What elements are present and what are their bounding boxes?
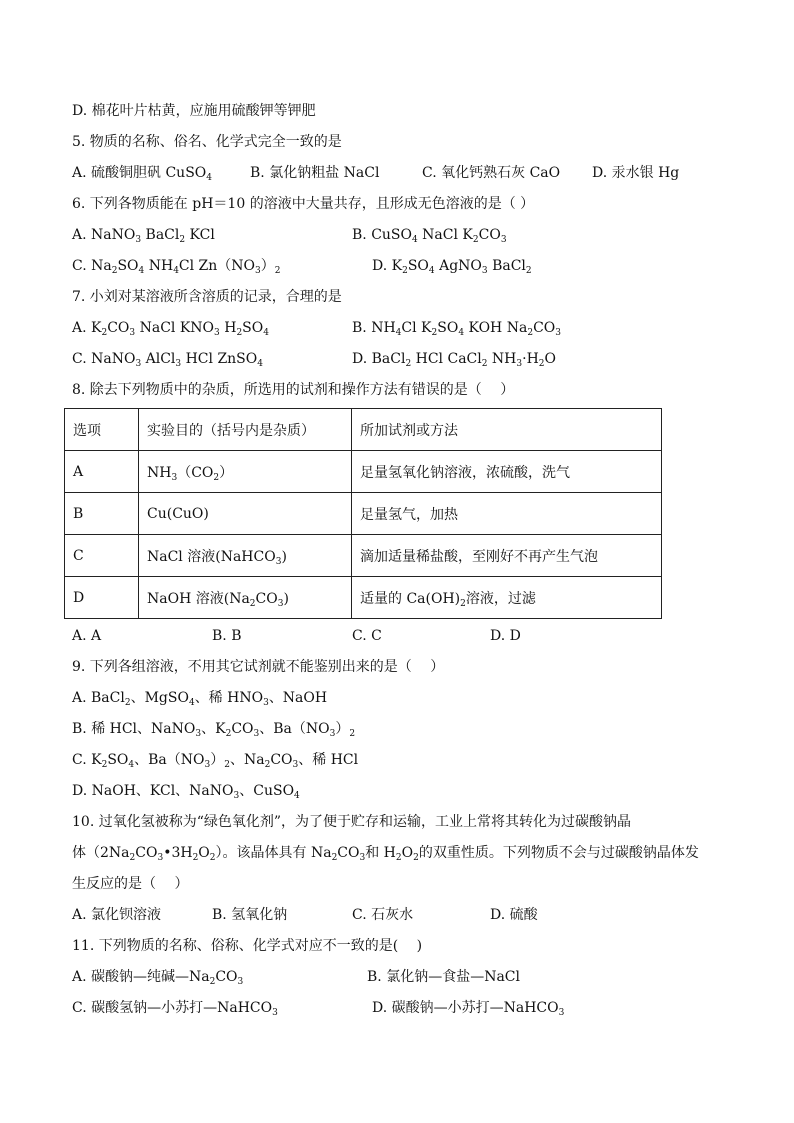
q8-stem: 8. 除去下列物质中的杂质，所选用的试剂和操作方法有错误的是（ ）: [72, 382, 515, 398]
q11-option-a: A. 碳酸钠—纯碱$—Na_2CO_3$: [72, 969, 244, 987]
table-cell: $NH_3(CO_2)$: [139, 451, 352, 493]
q10-stem-line2: 体$(2Na_2CO_3•3H_2O_2)$。该晶体具有 $Na_2CO_3$和 $H_2O_2$的双重性质。下列物质不会与过碳酸钠晶体发: [72, 845, 699, 863]
q9-stem: 9. 下列各组溶液，不用其它试剂就不能鉴别出来的是（ ）: [72, 659, 445, 675]
table-cell: 足量氢气，加热: [352, 493, 662, 535]
q5-option-d: D. 汞水银 Hg: [592, 165, 680, 181]
q8-option-c: C. C: [352, 628, 382, 644]
table-cell: A: [65, 451, 139, 493]
q7-option-b: B. $NH_4Cl$ $K_2SO_4$ KOH $Na_2CO_3$: [352, 320, 561, 338]
q10-option-c: C. 石灰水: [352, 907, 414, 923]
q8-option-b: B. B: [212, 628, 242, 644]
q7-option-a: A. $K_2CO_3$ NaCl $KNO_3$ $H_2SO_4$: [72, 320, 269, 338]
q6-option-c: C. $Na_2SO_4$ $NH_4Cl$ $Zn(NO_3)_2$: [72, 258, 281, 276]
q11-options-row2: [72, 993, 732, 1024]
q6-option-b: B. CuSO$_4$ NaCl $K_2CO_3$: [352, 227, 507, 245]
q6-option-d: D. $K_2SO_4$ AgNO$_3$ BaCl$_2$: [372, 258, 532, 276]
table-cell: 适量的 $Ca(OH)_2$溶液，过滤: [352, 577, 662, 619]
q9-option-c: C. $K_2SO_4$、$Ba(NO_3)_2$、$Na_2CO_3$、稀 HCl: [72, 752, 359, 770]
q6-options-row2: [72, 251, 732, 282]
table-cell: D: [65, 577, 139, 619]
table-header-cell: 实验目的（括号内是杂质）: [139, 409, 352, 451]
q10-option-d: D. 硫酸: [490, 907, 538, 923]
q11-option-b: B. 氯化钠—食盐—NaCl: [367, 969, 520, 985]
table-row: [65, 493, 662, 535]
q7-option-c: C. NaNO$_3$ AlCl$_3$ HCl ZnSO$_4$: [72, 351, 263, 369]
q11-options-row1: [72, 962, 732, 993]
q8-option-a: A. A: [72, 628, 102, 644]
q5-stem: 5. 物质的名称、俗名、化学式完全一致的是: [72, 134, 342, 150]
table-cell: 足量氢氧化钠溶液，浓硫酸，洗气: [352, 451, 662, 493]
q10-option-a: A. 氯化钡溶液: [72, 907, 162, 923]
q9-option-b: B. 稀 HCl、NaNO$_3$、$K_2CO_3$、$Ba(NO_3)_2$: [72, 721, 356, 739]
q7-options-row1: [72, 313, 732, 344]
q7-option-d: D. BaCl$_2$ HCl CaCl$_2$ $NH_3\cdot H_2O$: [352, 351, 557, 369]
q6-option-a: A. NaNO$_3$ BaCl$_2$ KCl: [72, 227, 215, 245]
q6-stem: 6. 下列各物质能在 pH＝10 的溶液中大量共存，且形成无色溶液的是（ ）: [72, 196, 535, 212]
q5-option-a: A. 硫酸铜胆矾 CuSO$_4$: [72, 165, 212, 183]
q7-stem: 7. 小刘对某溶液所含溶质的记录，合理的是: [72, 289, 342, 305]
table-row: [65, 451, 662, 493]
table-header-row: [65, 409, 662, 451]
table-cell: NaOH 溶液$(Na_2CO_3)$: [139, 577, 352, 619]
exam-page: [72, 96, 732, 1024]
q8-table: [64, 408, 662, 619]
q10-stem-line1: 10. 过氧化氢被称为“绿色氧化剂”，为了便于贮存和运输，工业上常将其转化为过碳酸钠晶: [72, 814, 632, 830]
q10-option-b: B. 氢氧化钠: [212, 907, 288, 923]
table-cell: 滴加适量稀盐酸，至刚好不再产生气泡: [352, 535, 662, 577]
q5-option-c: C. 氧化钙熟石灰 CaO: [422, 165, 561, 181]
q8-options: [72, 621, 732, 652]
q8-option-d: D. D: [490, 628, 521, 644]
table-row: [65, 577, 662, 619]
table-header-cell: 所加试剂或方法: [352, 409, 662, 451]
q4-option-d: D. 棉花叶片枯黄，应施用硫酸钾等钾肥: [72, 103, 316, 119]
table-cell: Cu(CuO): [139, 493, 352, 535]
q11-stem: 11. 下列物质的名称、俗称、化学式对应不一致的是( ): [72, 938, 423, 954]
q11-option-d: D. 碳酸钠—小苏打—NaHCO$_3$: [372, 1000, 565, 1018]
table-cell: B: [65, 493, 139, 535]
q9-option-a: A. BaCl$_2$、MgSO$_4$、稀 $HNO_3$、NaOH: [72, 690, 328, 708]
table-cell: C: [65, 535, 139, 577]
q10-options: [72, 900, 732, 931]
q9-option-d: D. NaOH、KCl、NaNO$_3$、CuSO$_4$: [72, 783, 300, 801]
table-cell: NaCl 溶液(NaHCO$_3$): [139, 535, 352, 577]
q6-options-row1: [72, 220, 732, 251]
q5-options: [72, 158, 732, 189]
q11-option-c: C. 碳酸氢钠—小苏打—NaHCO$_3$: [72, 1000, 278, 1018]
q5-option-b: B. 氯化钠粗盐 NaCl: [250, 165, 380, 181]
table-row: [65, 535, 662, 577]
table-header-cell: 选项: [65, 409, 139, 451]
q7-options-row2: [72, 344, 732, 375]
q10-stem-line3: 生反应的是（ ）: [72, 876, 189, 892]
